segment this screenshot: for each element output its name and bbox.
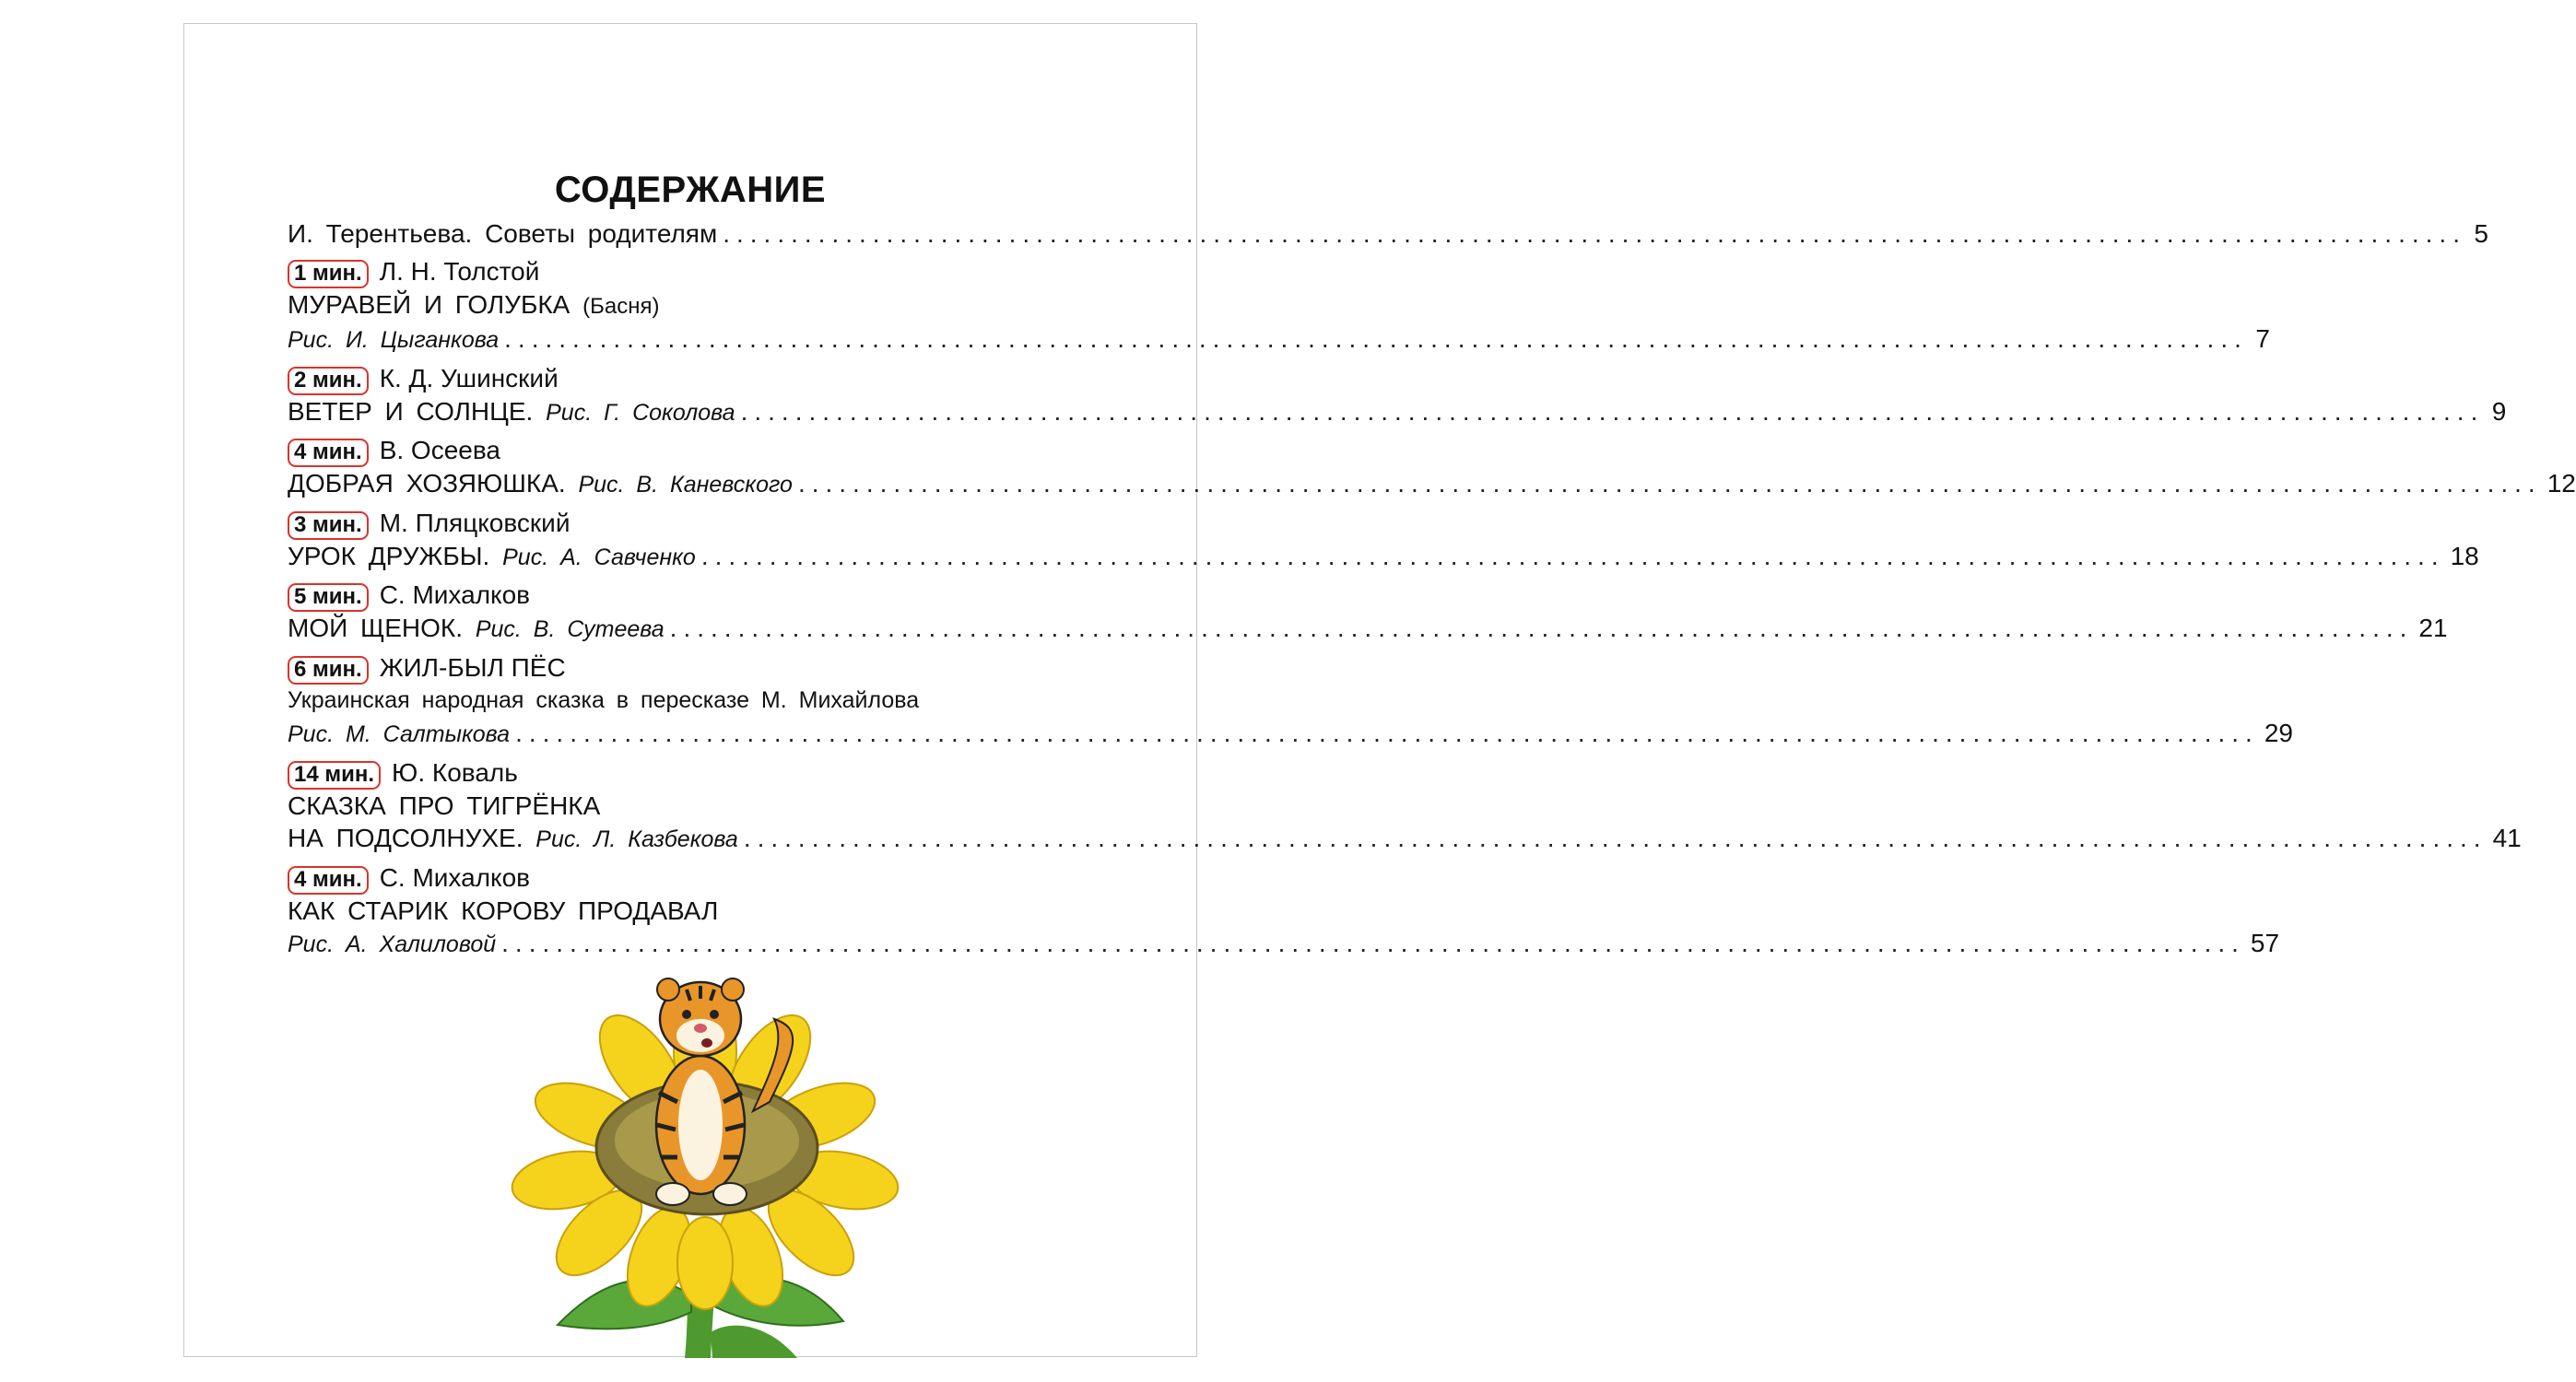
dot-leader: ................................................................................................................................ <box>740 396 2485 426</box>
toc-entry-title-line[interactable] <box>288 395 2507 430</box>
page-number: 5 <box>2474 219 2488 248</box>
toc-entry-artist-line[interactable] <box>288 717 2293 752</box>
toc-entry-title-line[interactable] <box>288 288 1053 323</box>
entry-title: КАК СТАРИК КОРОВУ ПРОДАВАЛ <box>288 896 719 925</box>
page-number: 18 <box>2450 541 2479 570</box>
entry-author: В. Осеева <box>379 436 500 464</box>
reading-time-badge: 3 мин. <box>288 511 369 540</box>
entry-artist: Рис. В. Каневского <box>578 472 793 498</box>
page-number: 21 <box>2418 614 2448 642</box>
entry-title: МОЙ ЩЕНОК. <box>288 614 464 642</box>
reading-time-badge: 4 мин. <box>288 866 369 895</box>
entry-subtitle: Украинская народная сказка в пересказе М. Михайлова <box>288 686 920 713</box>
tiger-paw-right <box>713 1183 747 1205</box>
page-number: 29 <box>2264 719 2293 747</box>
reading-time-badge: 5 мин. <box>288 583 369 612</box>
toc-entry-title-line[interactable] <box>288 540 2479 575</box>
page-number: 7 <box>2255 324 2270 353</box>
toc-entry-author-line <box>288 362 1053 395</box>
dot-leader: ................................................................................................................................ <box>700 541 2445 570</box>
entry-title: СКАЗКА ПРО ТИГРЁНКА <box>288 791 601 820</box>
toc-entry-title-line <box>288 895 1053 928</box>
entry-author: Ю. Коваль <box>392 757 518 787</box>
tiger-ear-right <box>722 978 744 1001</box>
toc-entry-title-line[interactable] <box>288 612 2448 647</box>
dot-leader: ................................................................................................................................ <box>723 219 2466 248</box>
entry-text: И. Терентьева. Советы родителям <box>288 219 718 248</box>
toc-entry-title-line <box>288 790 1053 823</box>
tiger-eye-left <box>682 1010 691 1019</box>
entry-title: МУРАВЕЙ И ГОЛУБКА <box>288 289 570 319</box>
entry-author: М. Пляцковский <box>379 508 570 537</box>
page-number: 41 <box>2492 824 2522 852</box>
tiger-nose <box>694 1024 707 1033</box>
dot-leader: ................................................................................................................................ <box>669 614 2414 642</box>
toc-entry-artist-line[interactable] <box>288 322 2270 357</box>
toc-entry-author-line <box>288 507 1053 540</box>
tiger-eye-right <box>710 1010 719 1019</box>
dot-leader: ................................................................................................................................ <box>515 719 2259 747</box>
entry-note: (Басня) <box>582 293 660 319</box>
entry-artist: Рис. И. Цыганкова <box>288 327 500 353</box>
entry-artist: Рис. В. Сутеева <box>475 616 665 642</box>
entry-author: Л. Н. Толстой <box>379 256 540 286</box>
sunflower-leaf-bottom <box>711 1326 797 1358</box>
tiger-paw-left <box>656 1183 689 1205</box>
entry-artist: Рис. А. Халиловой <box>288 931 497 957</box>
toc-entry-title-line[interactable] <box>288 822 2522 857</box>
toc-entry-title-line <box>288 651 1053 685</box>
reading-time-badge: 14 мин. <box>288 761 381 790</box>
entry-title: НА ПОДСОЛНУХЕ. <box>288 824 523 852</box>
toc-entry-parents-advice[interactable] <box>288 217 2488 251</box>
tiger-ear-left <box>657 978 679 1001</box>
entry-title: ЖИЛ-БЫЛ ПЁС <box>379 652 566 682</box>
reading-time-badge: 6 мин. <box>288 656 369 685</box>
dot-leader: ................................................................................................................................ <box>743 824 2488 852</box>
table-of-contents <box>288 217 2576 962</box>
page-number: 9 <box>2491 396 2507 426</box>
entry-artist: Рис. А. Савченко <box>502 544 696 570</box>
entry-artist: Рис. Л. Казбекова <box>535 826 738 852</box>
entry-author: С. Михалков <box>379 580 531 609</box>
toc-entry-author-line <box>288 756 1053 790</box>
page-title: СОДЕРЖАНИЕ <box>554 170 827 210</box>
toc-entry-author-line <box>288 579 1053 612</box>
book-page <box>183 23 2576 1357</box>
toc-entry-author-line <box>288 255 1053 288</box>
dot-leader: ................................................................................................................................ <box>797 469 2542 498</box>
toc-entry-author-line <box>288 861 1053 895</box>
page-number: 57 <box>2250 929 2280 957</box>
reading-time-badge: 1 мин. <box>288 260 369 288</box>
toc-entry-subtitle-line <box>288 685 1053 718</box>
reading-time-badge: 4 мин. <box>288 439 369 467</box>
dot-leader: ................................................................................................................................ <box>504 324 2248 353</box>
entry-title: ДОБРАЯ ХОЗЯЮШКА. <box>288 469 566 498</box>
reading-time-badge: 2 мин. <box>288 367 369 395</box>
entry-artist: Рис. Г. Соколова <box>546 399 735 426</box>
toc-entry-artist-line[interactable] <box>288 927 2280 962</box>
entry-author: К. Д. Ушинский <box>379 363 559 392</box>
entry-title: ВЕТЕР И СОЛНЦЕ. <box>288 396 534 426</box>
tiger-mouth <box>701 1038 712 1048</box>
tiger-on-sunflower-illustration <box>493 964 917 1358</box>
toc-entry-title-line[interactable] <box>288 467 2576 502</box>
dot-leader: ................................................................................................................................ <box>501 929 2245 957</box>
page-number: 12 <box>2547 469 2576 498</box>
entry-title: УРОК ДРУЖБЫ. <box>288 541 490 570</box>
entry-author: С. Михалков <box>379 862 531 892</box>
entry-artist: Рис. М. Салтыкова <box>288 721 511 747</box>
toc-entry-author-line <box>288 434 1053 467</box>
